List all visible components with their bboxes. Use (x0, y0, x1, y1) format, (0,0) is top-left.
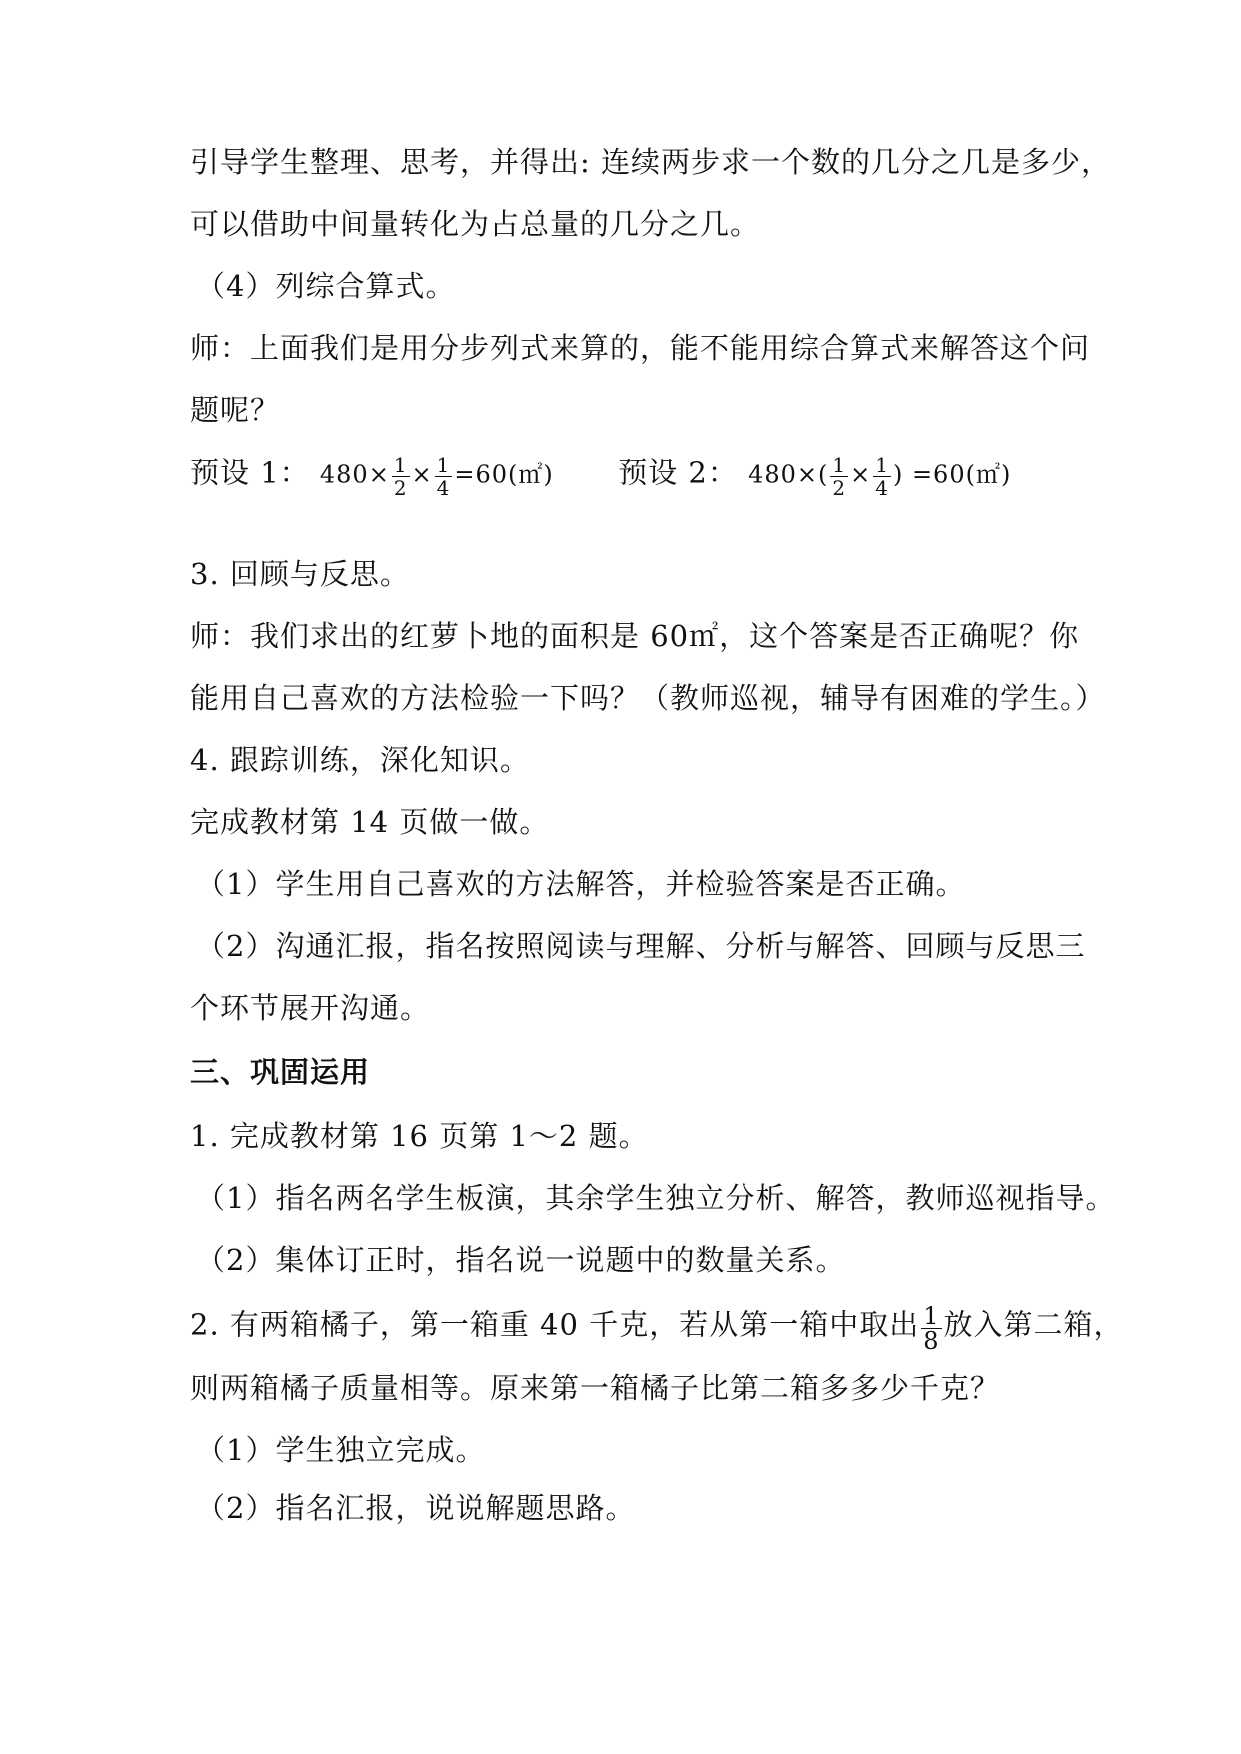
text-line: （4）列综合算式。 (196, 269, 456, 303)
times-sign: × (850, 460, 872, 489)
text-line: （1）学生用自己喜欢的方法解答，并检验答案是否正确。 (196, 867, 966, 901)
fraction-one-half: $\frac{1}{2}$ (393, 453, 408, 500)
problem-text: 2. 有两箱橘子，第一箱重 40 千克，若从第一箱中取出 (190, 1307, 920, 1342)
text-line: （1）学生独立完成。 (196, 1433, 486, 1467)
text-line: 师：上面我们是用分步列式来算的，能不能用综合算式来解答这个问 (190, 331, 1091, 365)
text-line: 4. 跟踪训练，深化知识。 (190, 743, 530, 777)
text-line (190, 1302, 1124, 1355)
fraction-one-quarter: $\frac{1}{4}$ (875, 453, 889, 500)
text-line: 3. 回顾与反思。 (190, 557, 410, 591)
text-line: 可以借助中间量转化为占总量的几分之几。 (190, 207, 761, 241)
text-line: 引导学生整理、思考，并得出: 连续两步求一个数的几分之几是多少， (190, 145, 1111, 179)
text-line: 1. 完成教材第 16 页第 1～2 题。 (190, 1119, 649, 1153)
fraction-one-half: $\frac{1}{2}$ (832, 453, 847, 500)
text-line: （2）沟通汇报，指名按照阅读与理解、分析与解答、回顾与反思三 (196, 929, 1086, 963)
text-line: （2）指名汇报，说说解题思路。 (196, 1491, 636, 1525)
formula-line (190, 452, 1070, 500)
problem-text-end: 放入第二箱， (943, 1307, 1124, 1342)
text-line: 个环节展开沟通。 (190, 991, 431, 1025)
text-line: 则两箱橘子质量相等。原来第一箱橘子比第二箱多多少千克？ (190, 1371, 1001, 1405)
text-line: 题呢？ (190, 393, 281, 427)
times-sign: × (411, 460, 433, 489)
preset-2-label: 预设 2： (618, 455, 738, 490)
formula-1-result: =60(㎡) (454, 460, 554, 489)
formula-1-start: 480× (319, 460, 390, 489)
fraction-one-quarter: $\frac{1}{4}$ (436, 453, 451, 500)
text-line: 能用自己喜欢的方法检验一下吗？（教师巡视，辅导有困难的学生。） (190, 681, 1106, 715)
formula-2-result: ) =60(㎡) (892, 460, 1012, 489)
text-line: （2）集体订正时，指名说一说题中的数量关系。 (196, 1243, 846, 1277)
text-line: 师：我们求出的红萝卜地的面积是 60㎡，这个答案是否正确呢？你 (190, 619, 1080, 653)
text-line: （1）指名两名学生板演，其余学生独立分析、解答，教师巡视指导。 (196, 1181, 1116, 1215)
text-line: 完成教材第 14 页做一做。 (190, 805, 550, 839)
preset-1-label: 预设 1： (190, 455, 310, 490)
section-heading: 三、巩固运用 (190, 1055, 371, 1089)
formula-2-start: 480×( (748, 460, 829, 489)
fraction-one-eighth: $\frac{1}{8}$ (923, 1302, 940, 1355)
